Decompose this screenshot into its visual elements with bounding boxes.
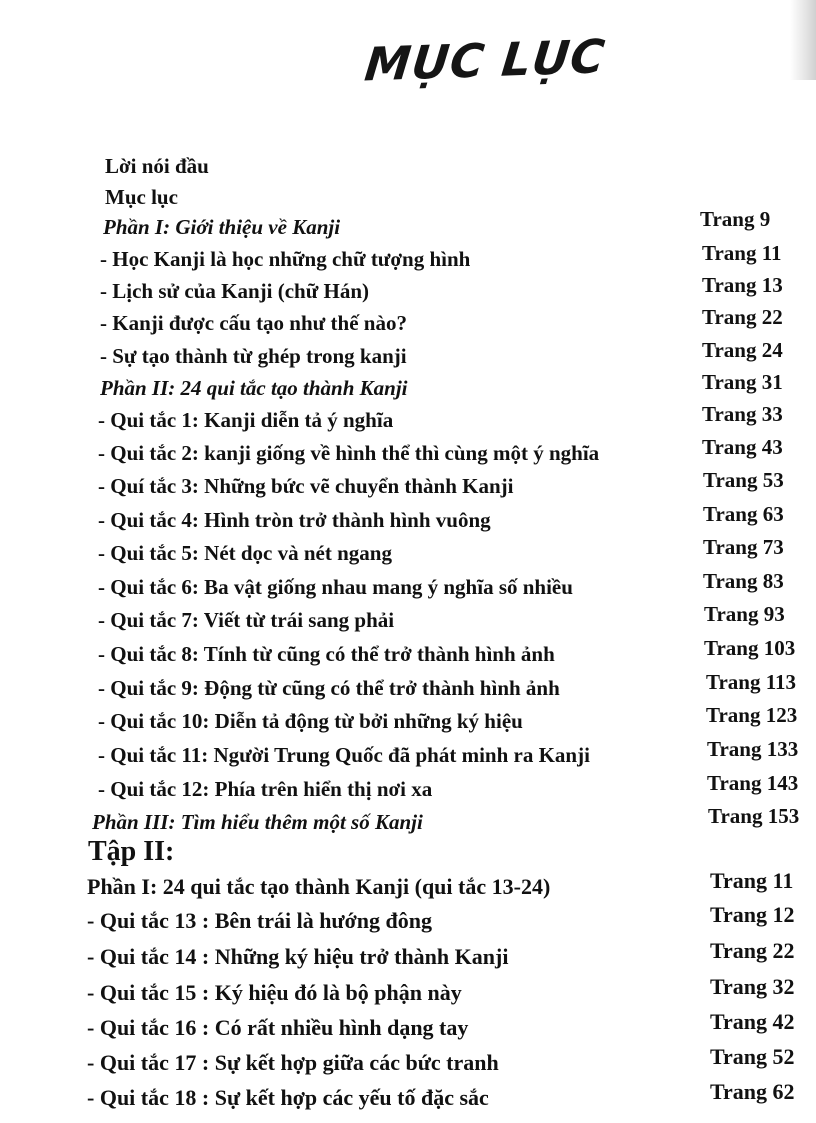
toc-entry-title: - Qui tắc 8: Tính từ cũng có thể trở thành hình ảnh <box>98 642 555 666</box>
toc-entry-title: - Qui tắc 9: Động từ cũng có thể trở thành hình ảnh <box>98 676 560 700</box>
toc-entry <box>90 307 796 339</box>
toc-entry-title: Phần II: 24 qui tắc tạo thành Kanji <box>100 376 408 400</box>
toc-entry <box>90 672 796 704</box>
toc-entry <box>87 1009 796 1044</box>
toc-entry-page: Trang 73 <box>703 535 784 559</box>
toc-entry-page: Trang 12 <box>710 902 795 927</box>
toc-entry-page: Trang 22 <box>710 938 795 963</box>
toc-entry <box>90 737 799 771</box>
toc-entry-title: - Qui tắc 14 : Những ký hiệu trở thành Kanji <box>87 944 509 969</box>
toc-entry-title: - Kanji được cấu tạo như thế nào? <box>100 311 407 335</box>
toc-entry <box>90 243 796 275</box>
toc-entry <box>90 537 796 569</box>
toc-entry <box>90 638 796 670</box>
toc-entry-title: - Sự tạo thành từ ghép trong kanji <box>100 344 407 368</box>
toc-entry-title: - Qui tắc 15 : Ký hiệu đó là bộ phận này <box>87 980 462 1005</box>
toc-entry-page: Trang 11 <box>710 868 794 893</box>
toc-entry-title: - Qui tắc 7: Viết từ trái sang phải <box>98 608 395 632</box>
toc-entry-title: - Qui tắc 11: Người Trung Quốc đã phát minh ra Kanji <box>98 743 590 767</box>
toc-entry-page: Trang 93 <box>704 602 785 626</box>
toc-entry-title: - Học Kanji là học những chữ tượng hình <box>100 247 471 271</box>
toc-entry-page: Trang 42 <box>710 1009 795 1034</box>
toc-entry-title: - Qui tắc 5: Nét dọc và nét ngang <box>98 541 392 565</box>
toc-entry-title: - Qui tắc 13 : Bên trái là hướng đông <box>87 908 433 933</box>
toc-entry-title: - Qui tắc 1: Kanji diễn tả ý nghĩa <box>98 408 394 432</box>
toc-entry-page: Trang 24 <box>702 338 783 362</box>
toc-entry <box>90 437 796 469</box>
toc-entry-page: Trang 113 <box>706 670 797 694</box>
toc-entry-page: Trang 11 <box>702 241 782 265</box>
toc-entry-page: Trang 153 <box>708 804 800 828</box>
toc-entry-title: - Qui tắc 10: Diễn tả động từ bởi những ký hiệu <box>98 709 523 733</box>
toc-entry <box>90 804 800 838</box>
toc-entry <box>90 404 796 436</box>
toc-entry-page: Trang 9 <box>700 207 771 231</box>
toc-entry-title: Lời nói đầu <box>105 154 209 178</box>
toc-entry <box>90 181 796 213</box>
toc-entry-page: Trang 63 <box>703 502 784 526</box>
toc-entry-page: Trang 13 <box>702 273 783 297</box>
toc-entry <box>90 207 796 243</box>
toc-entry-title: - Lịch sử của Kanji (chữ Hán) <box>100 279 370 303</box>
toc-entry-page: Trang 53 <box>703 468 784 492</box>
toc-entry-page: Trang 43 <box>702 435 783 459</box>
toc-entry-title: - Qui tắc 17 : Sự kết hợp giữa các bức tranh <box>87 1050 499 1075</box>
toc-entry <box>90 275 796 307</box>
toc-entry <box>90 705 796 737</box>
toc-entry-page: Trang 62 <box>710 1079 795 1104</box>
toc-entry <box>90 504 796 536</box>
toc-entry <box>90 571 796 603</box>
toc-entry-page: Trang 103 <box>704 636 796 660</box>
toc-entry <box>90 150 796 182</box>
toc-entry-page: Trang 22 <box>702 305 783 329</box>
toc-entry-page: Trang 33 <box>702 402 783 426</box>
toc-entry-title: Phần I: 24 qui tắc tạo thành Kanji (qui tắc 13-24) <box>87 874 551 899</box>
toc-entry <box>90 470 796 502</box>
toc-entry-page: Trang 133 <box>707 737 799 761</box>
toc-entry-title: - Qui tắc 18 : Sự kết hợp các yếu tố đặc sắc <box>87 1085 489 1110</box>
toc-entry-title: - Qui tắc 12: Phía trên hiển thị nơi xa <box>98 777 433 801</box>
toc-entry <box>87 1044 796 1079</box>
volume-heading: Tập II: <box>88 836 175 867</box>
toc-entry <box>87 938 796 973</box>
toc-entry-page: Trang 123 <box>706 703 798 727</box>
toc-entry-title: - Qui tắc 6: Ba vật giống nhau mang ý nghĩa số nhiều <box>98 575 573 599</box>
toc-entry-title: Phần III: Tìm hiểu thêm một số Kanji <box>92 810 423 834</box>
toc-entry-title: Phần I: Giới thiệu về Kanji <box>103 215 341 239</box>
toc-entry <box>87 1079 796 1114</box>
toc-entry <box>87 868 796 903</box>
toc-entry <box>90 340 796 372</box>
toc-entry <box>90 372 796 404</box>
toc-entry-page: Trang 52 <box>710 1044 795 1069</box>
page-title: MỤC LỤC <box>362 28 609 92</box>
toc-entry <box>87 974 796 1009</box>
toc-entry-title: Mục lục <box>105 185 178 209</box>
toc-entry <box>87 902 796 937</box>
toc-entry <box>90 771 799 805</box>
toc-entry-title: - Qui tắc 4: Hình tròn trở thành hình vuông <box>98 508 491 532</box>
toc-entry-page: Trang 31 <box>702 370 783 394</box>
toc-entry-title: - Quí tắc 3: Những bức vẽ chuyển thành Kanji <box>98 474 514 498</box>
toc-entry-title: - Qui tắc 2: kanji giống về hình thể thì cùng một ý nghĩa <box>98 441 600 465</box>
toc-entry-page: Trang 83 <box>703 569 784 593</box>
toc-entry-title: - Qui tắc 16 : Có rất nhiều hình dạng tay <box>87 1015 469 1040</box>
toc-entry <box>90 604 796 636</box>
toc-entry-page: Trang 32 <box>710 974 795 999</box>
toc-entry-page: Trang 143 <box>707 771 799 795</box>
